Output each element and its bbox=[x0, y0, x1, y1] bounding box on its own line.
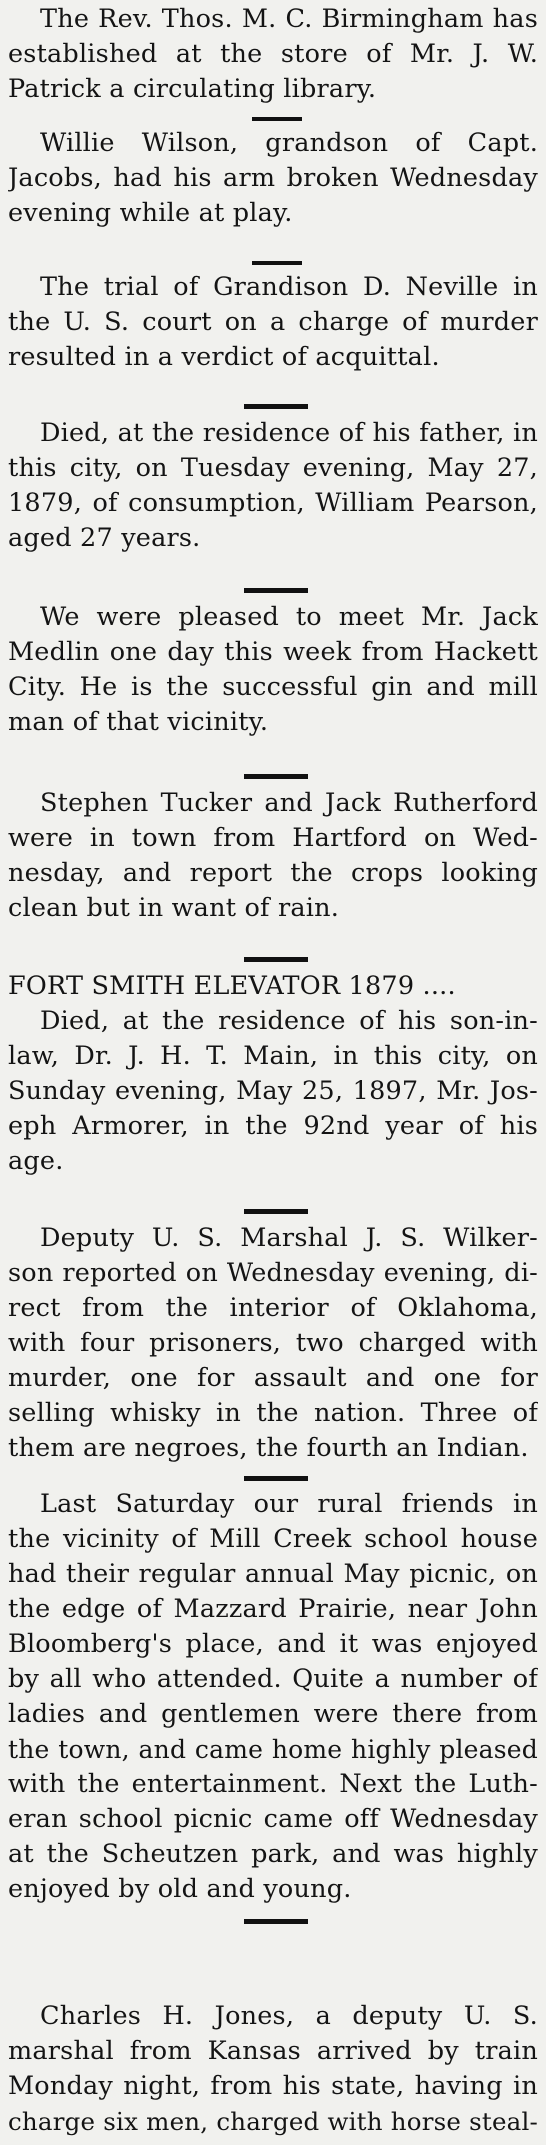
article-pearson-death bbox=[8, 416, 538, 556]
column-rule bbox=[244, 957, 308, 962]
article-line: with four prisoners, two charged with bbox=[8, 1328, 538, 1358]
article-line: age. bbox=[8, 1146, 64, 1176]
article-line: evening while at play. bbox=[8, 198, 293, 228]
article-line: marshal from Kansas arrived by train bbox=[8, 2036, 538, 2066]
article-line: We were pleased to meet Mr. Jack bbox=[40, 602, 538, 632]
article-line: Deputy U. S. Marshal J. S. Wilker- bbox=[40, 1223, 538, 1253]
article-line: were in town from Hartford on Wed- bbox=[8, 823, 538, 853]
article-line: Died, at the residence of his son-in- bbox=[40, 1006, 538, 1036]
article-line: clean but in want of rain. bbox=[8, 893, 340, 923]
article-line: ladies and gentlemen were there from bbox=[8, 1699, 538, 1729]
article-line: Jacobs, had his arm broken Wednesday bbox=[8, 163, 538, 193]
article-line: Bloomberg's place, and it was enjoyed bbox=[8, 1629, 538, 1659]
article-line: aged 27 years. bbox=[8, 523, 201, 553]
article-line: The trial of Grandison D. Neville in bbox=[40, 272, 538, 302]
article-library bbox=[8, 2, 538, 107]
article-line: 1879, of consumption, William Pearson, bbox=[8, 488, 538, 518]
column-rule bbox=[252, 261, 302, 265]
article-line: the U. S. court on a charge of murder bbox=[8, 307, 538, 337]
article-tucker-rutherford bbox=[8, 786, 538, 926]
article-line: Charles H. Jones, a deputy U. S. bbox=[40, 2001, 538, 2031]
article-line: at the Scheutzen park, and was highly bbox=[8, 1839, 538, 1869]
column-rule bbox=[244, 1919, 308, 1924]
article-heading-line: FORT SMITH ELEVATOR 1879 .... bbox=[8, 971, 456, 1001]
article-line: Willie Wilson, grandson of Capt. bbox=[40, 128, 538, 158]
article-medlin bbox=[8, 600, 538, 740]
article-line: them are negroes, the fourth an Indian. bbox=[8, 1433, 529, 1463]
article-charles-jones bbox=[8, 1999, 538, 2139]
article-line: the edge of Mazzard Prairie, near John bbox=[8, 1594, 538, 1624]
article-line: Stephen Tucker and Jack Rutherford bbox=[40, 788, 538, 818]
article-neville-trial bbox=[8, 270, 538, 375]
article-line: Medlin one day this week from Hackett bbox=[8, 637, 538, 667]
article-line: charge six men, charged with horse steal- bbox=[8, 2107, 538, 2136]
article-line: The Rev. Thos. M. C. Birmingham has bbox=[40, 4, 538, 34]
article-line: man of that vicinity. bbox=[8, 707, 269, 737]
article-line: City. He is the successful gin and mill bbox=[8, 672, 538, 702]
column-rule bbox=[244, 1476, 308, 1481]
article-line: rect from the interior of Oklahoma, bbox=[8, 1293, 538, 1323]
article-line: son reported on Wednesday evening, di- bbox=[8, 1258, 538, 1288]
article-line: Last Saturday our rural friends in bbox=[40, 1489, 538, 1519]
column-rule bbox=[244, 1209, 308, 1214]
column-rule bbox=[244, 404, 308, 409]
article-line: selling whisky in the nation. Three of bbox=[8, 1398, 538, 1428]
article-line: Sunday evening, May 25, 1897, Mr. Jos- bbox=[8, 1076, 538, 1106]
article-line: Patrick a circulating library. bbox=[8, 74, 377, 104]
article-line: established at the store of Mr. J. W. bbox=[8, 39, 538, 69]
article-line: law, Dr. J. H. T. Main, in this city, on bbox=[8, 1041, 538, 1071]
article-armorer-death bbox=[8, 969, 538, 1179]
article-line: eran school picnic came off Wednesday bbox=[8, 1804, 538, 1834]
column-rule bbox=[244, 774, 308, 779]
article-line: resulted in a verdict of acquittal. bbox=[8, 342, 440, 372]
article-line: with the entertainment. Next the Luth- bbox=[8, 1769, 538, 1799]
article-line: had their regular annual May picnic, on bbox=[8, 1559, 538, 1589]
article-line: this city, on Tuesday evening, May 27, bbox=[8, 453, 538, 483]
article-willie-wilson bbox=[8, 126, 538, 231]
article-line: enjoyed by old and young. bbox=[8, 1874, 352, 1904]
article-wilkerson bbox=[8, 1221, 538, 1466]
article-may-picnic bbox=[8, 1487, 538, 1907]
column-rule bbox=[252, 117, 302, 121]
article-line: Died, at the residence of his father, in bbox=[40, 418, 538, 448]
article-line: the vicinity of Mill Creek school house bbox=[8, 1524, 538, 1554]
article-line: the town, and came home highly pleased bbox=[8, 1735, 538, 1764]
column-rule bbox=[244, 588, 308, 593]
article-line: eph Armorer, in the 92nd year of his bbox=[8, 1111, 538, 1141]
article-line: murder, one for assault and one for bbox=[8, 1363, 538, 1393]
article-line: Monday night, from his state, having in bbox=[8, 2071, 538, 2101]
article-line: nesday, and report the crops looking bbox=[8, 858, 538, 888]
article-line: by all who attended. Quite a number of bbox=[8, 1664, 538, 1694]
